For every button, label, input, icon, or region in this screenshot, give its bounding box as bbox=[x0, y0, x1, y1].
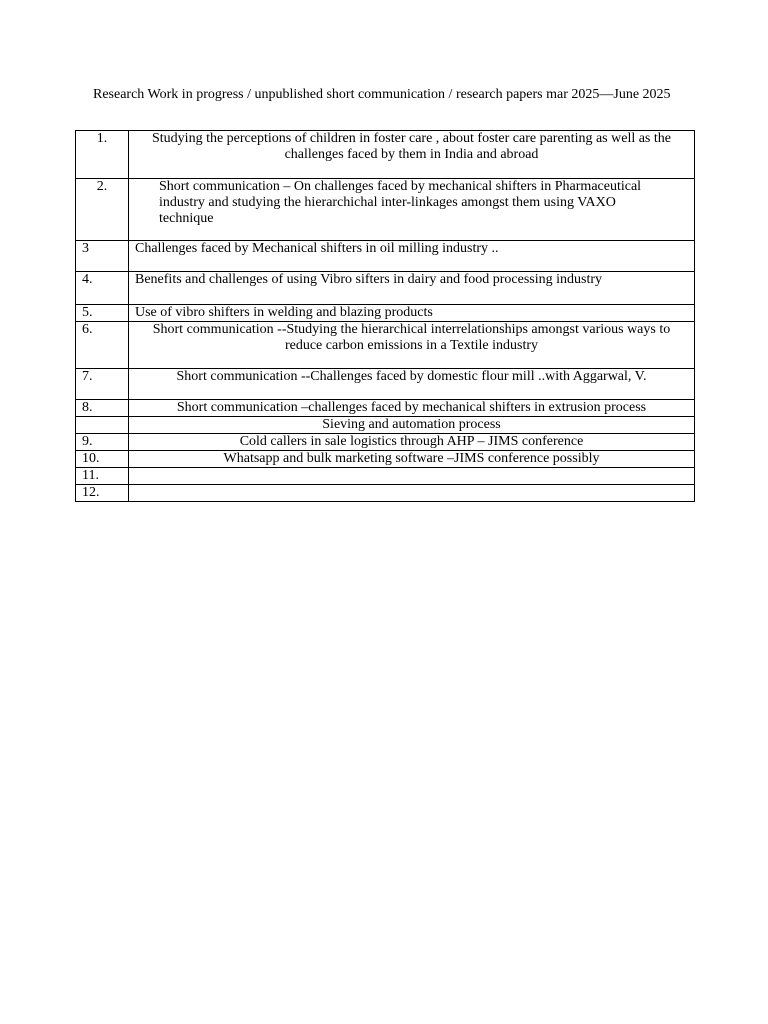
table-row bbox=[76, 179, 695, 241]
table-row bbox=[76, 241, 695, 272]
table-row bbox=[76, 468, 695, 485]
table-row bbox=[76, 434, 695, 451]
row-description bbox=[129, 468, 695, 485]
row-description: Short communication --Challenges faced by domestic flour mill ..with Aggarwal, V. bbox=[129, 369, 695, 400]
row-description: Sieving and automation process bbox=[129, 417, 695, 434]
row-description: Short communication –challenges faced by mechanical shifters in extrusion process bbox=[129, 400, 695, 417]
table-row bbox=[76, 485, 695, 502]
row-description: Cold callers in sale logistics through AHP – JIMS conference bbox=[129, 434, 695, 451]
row-number: 4. bbox=[76, 272, 129, 305]
row-description: Benefits and challenges of using Vibro sifters in dairy and food processing industry bbox=[129, 272, 695, 305]
research-work-table bbox=[75, 130, 695, 502]
row-description bbox=[129, 485, 695, 502]
row-number bbox=[76, 417, 129, 434]
table-row bbox=[76, 272, 695, 305]
row-number: 7. bbox=[76, 369, 129, 400]
row-number: 9. bbox=[76, 434, 129, 451]
row-number: 11. bbox=[76, 468, 129, 485]
row-number: 8. bbox=[76, 400, 129, 417]
row-number: 5. bbox=[76, 305, 129, 322]
table-row bbox=[76, 369, 695, 400]
table-row bbox=[76, 400, 695, 417]
row-description: Short communication --Studying the hierarchical interrelationships amongst various ways to reduce carbon emissions in a Textile industry bbox=[129, 322, 695, 369]
row-number: 12. bbox=[76, 485, 129, 502]
row-number: 6. bbox=[76, 322, 129, 369]
row-description: Challenges faced by Mechanical shifters in oil milling industry .. bbox=[129, 241, 695, 272]
table-row bbox=[76, 131, 695, 179]
row-number: 3 bbox=[76, 241, 129, 272]
table-row bbox=[76, 305, 695, 322]
row-number: 10. bbox=[76, 451, 129, 468]
table-row bbox=[76, 451, 695, 468]
row-description: Studying the perceptions of children in foster care , about foster care parenting as well as the challenges faced by them in India and abroad bbox=[129, 131, 695, 179]
document-heading: Research Work in progress / unpublished short communication / research papers mar 2025—June 2025 bbox=[93, 87, 671, 102]
row-number: 1. bbox=[76, 131, 129, 179]
row-description: Whatsapp and bulk marketing software –JIMS conference possibly bbox=[129, 451, 695, 468]
table-row bbox=[76, 417, 695, 434]
row-description: Short communication – On challenges faced by mechanical shifters in Pharmaceutical industry and studying the hierarchichal inter-linkages amongst them using VAXO technique bbox=[129, 179, 695, 241]
table-row bbox=[76, 322, 695, 369]
row-number: 2. bbox=[76, 179, 129, 241]
row-description: Use of vibro shifters in welding and blazing products bbox=[129, 305, 695, 322]
